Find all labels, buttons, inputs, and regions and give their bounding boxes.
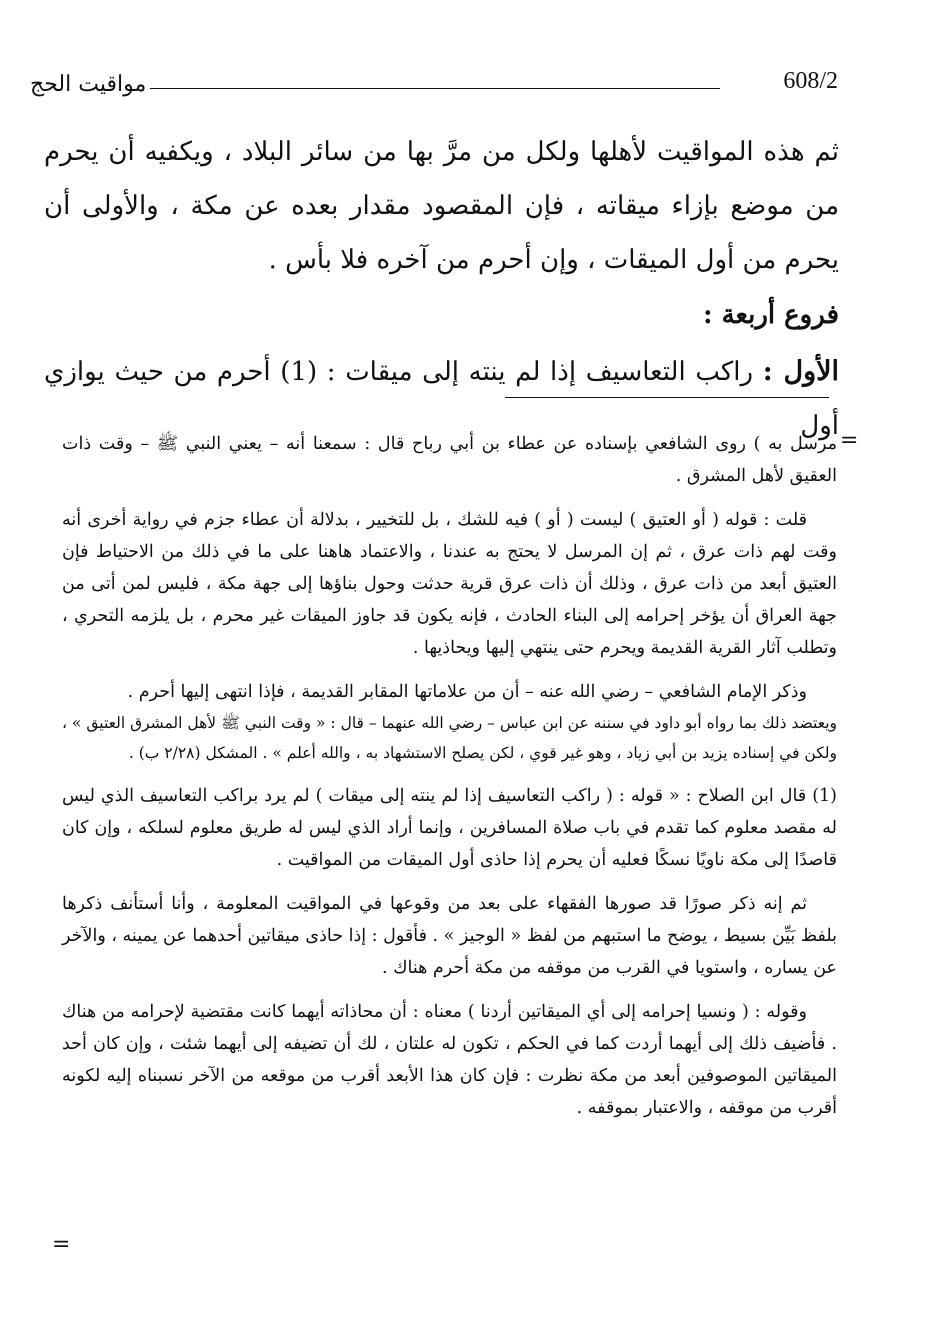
footnote-separator (505, 397, 829, 398)
end-marker: = (52, 1232, 71, 1257)
main-text (44, 125, 839, 453)
footnote-paragraph: وقوله : ( ونسيا إحرامه إلى أي الميقاتين أردنا ) معناه : أن محاذاته أيهما كانت مقتضية لإحرامه من هناك . فأضيف ذلك إلى أيهما أردت كما في الحكم ، تكون له علتان ، لك أن تضيفه إلى أيهما شئت ، وإن كان أحد الميقاتين الموصوفين أبعد من مكة نظرت : فإن كان هذا الأبعد أقرب من موقعه من الآخر نسبناه إليه لكونه أقرب من موقفه ، والاعتبار بموقفه . (62, 1002, 837, 1118)
running-title: مواقيت الحج (30, 72, 147, 97)
main-paragraph: ثم هذه المواقيت لأهلها ولكل من مرَّ بها من سائر البلاد ، ويكفيه أن يحرم من موضع بإزاء ميقاته ، فإن المقصود مقدار بعده عن مكة ، والأولى أن يحرم من أول الميقات ، وإن أحرم من آخره فلا بأس . (44, 137, 839, 275)
footnotes (62, 428, 837, 1136)
footnote-paragraph: ويعتضد ذلك بما رواه أبو داود في سننه عن ابن عباس – رضي الله عنهما – قال : « وقت النبي ﷺ لأهل المشرق العتيق » ، ولكن في إسناده يزيد بن أبي زياد ، وهو غير قوي ، لكن يصلح الاستشهاد به ، والله أعلم » . المشكل (٢/٢٨ ب) . (62, 714, 837, 762)
first-branch-label: الأول : (762, 356, 840, 387)
page-number: 608/2 (783, 68, 838, 94)
page-header (30, 62, 838, 102)
section-heading: فروع أربعة : (702, 300, 839, 330)
footnote-paragraph: قلت : قوله ( أو العتيق ) ليست ( أو ) فيه للشك ، بل للتخيير ، بدلالة أن عطاء جزم في رواية أخرى أنه وقت لهم ذات عرق ، ثم إن المرسل لا يحتج به عندنا ، والاعتماد هاهنا على ما في ذلك من الاحتياط فإن العتيق أبعد من ذات عرق ، وذلك أن ذات عرق قرية حدثت وحول بناؤها إلى جهة مكة ، فليس لمن أتى من جهة العراق أن يؤخر إحرامه إلى البناء الحادث ، فإنه يكون قد جاوز الميقات غير محرم ، بل يلزمه التحري ، وتطلب آثار القرية القديمة ويحرم حتى ينتهي إليها ويحاذيها . (62, 510, 837, 658)
header-rule (150, 88, 720, 89)
footnote-1: (1) قال ابن الصلاح : « قوله : ( راكب التعاسيف إذا لم ينته إلى ميقات ) لم يرد براكب التعاسيف الذي ليس له مقصد معلوم كما تقدم في باب صلاة المسافرين ، وإنما أراد الذي ليس له طريق معلوم لسلكه ، وإن كان قاصدًا إلى مكة ناويًا نسكًا فعليه أن يحرم إذا حاذى أول الميقات من المواقيت . (62, 786, 837, 870)
footnote-paragraph: مرسل به ) روى الشافعي بإسناده عن عطاء بن أبي رباح قال : سمعنا أنه – يعني النبي ﷺ – وقت ذات العقيق لأهل المشرق . (62, 434, 837, 486)
continuation-marker: = (840, 428, 859, 453)
footnote-paragraph: ثم إنه ذكر صورًا قد صورها الفقهاء على بعد من وقوعها في المواقيت المعلومة ، وأنا أستأنف ذكرها بلفظ بَيِّن بسيط ، يوضح ما استبهم من لفظ « الوجيز » . فأقول : إذا حاذى ميقاتين أحدهما عن يمينه ، والآخر عن يساره ، واستويا في القرب من موقفه من مكة أحرم هناك . (62, 894, 837, 978)
footnote-paragraph: وذكر الإمام الشافعي – رضي الله عنه – أن من علاماتها المقابر القديمة ، فإذا انتهى إليها أحرم . (127, 682, 807, 702)
first-branch-text: راكب التعاسيف إذا لم ينته إلى ميقات : (1) أحرم من حيث يوازي أول (44, 357, 839, 441)
